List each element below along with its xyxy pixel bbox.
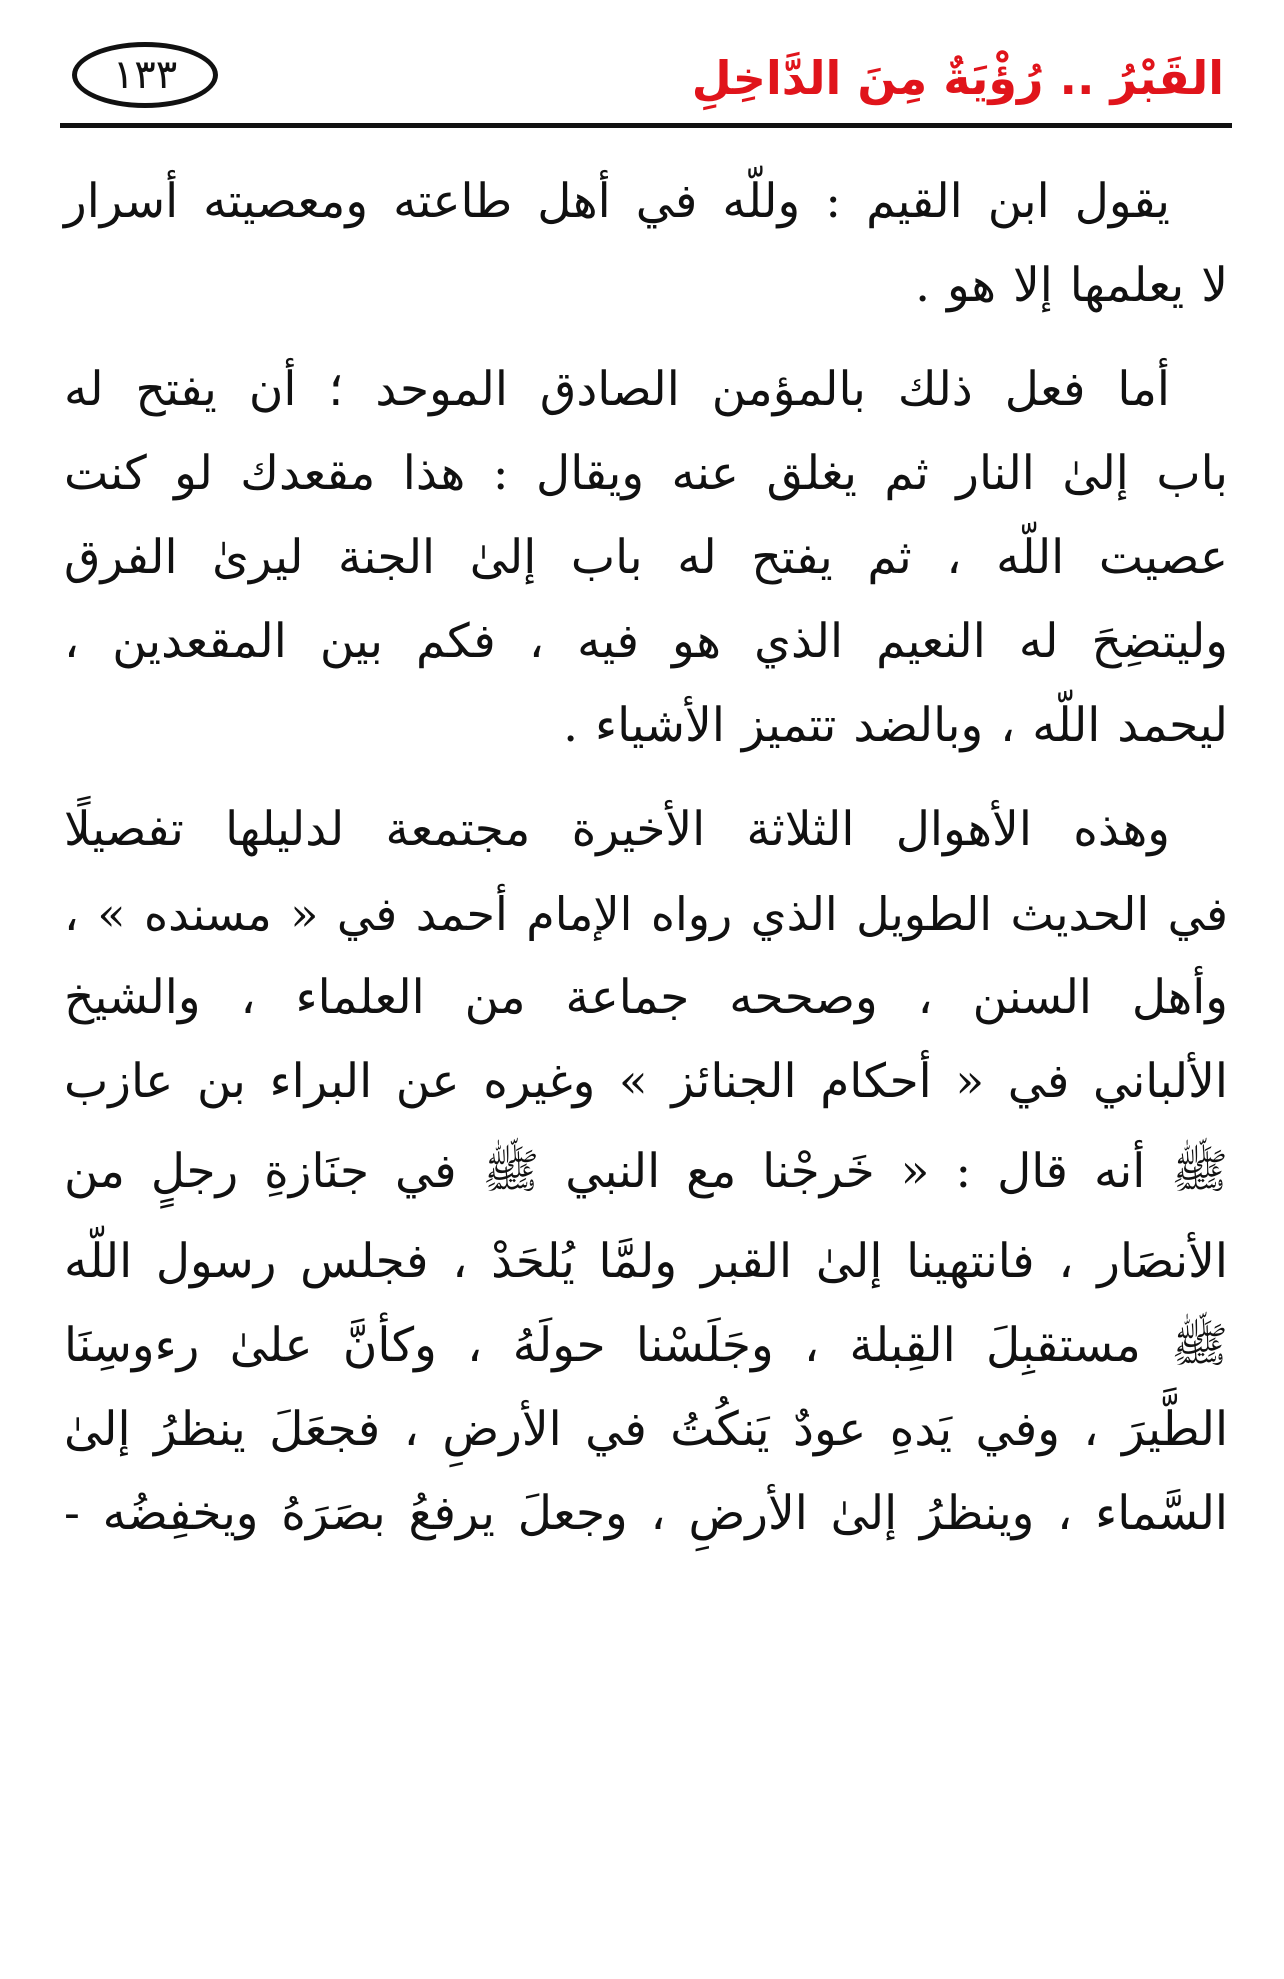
text-line: ﷺ أنه قال : « خَرجْنا مع النبي ﷺ في جنَازةِ رجلٍ من	[64, 1144, 1228, 1199]
text-line: باب إلىٰ النار ثم يغلق عنه ويقال : هذا مقعدك لو كنت	[64, 446, 1228, 501]
text-line: وأهل السنن ، وصححه جماعة من العلماء ، والشيخ	[64, 970, 1228, 1025]
body-text	[64, 160, 1228, 1576]
text-line: يقول ابن القيم : وللّه في أهل طاعته ومعصيته أسرار	[64, 174, 1170, 229]
text-line: وليتضِحَ له النعيم الذي هو فيه ، فكم بين المقعدين ،	[64, 614, 1228, 669]
text-line: ليحمد اللّه ، وبالضد تتميز الأشياء .	[563, 698, 1228, 753]
page-number-badge: ١٣٣	[72, 42, 218, 108]
page-header	[60, 30, 1232, 122]
paragraph-ibn-qayyim	[64, 160, 1228, 328]
text-line: عصيت اللّه ، ثم يفتح له باب إلىٰ الجنة ليرىٰ الفرق	[64, 530, 1228, 585]
text-line: السَّماء ، وينظرُ إلىٰ الأرضِ ، وجعلَ يرفعُ بصَرَهُ ويخفِضُه -	[64, 1486, 1228, 1541]
paragraph-hadith	[64, 788, 1228, 1556]
running-title: القَبْرُ .. رُؤْيَةٌ مِنَ الدَّاخِلِ	[691, 51, 1224, 105]
text-line: أما فعل ذلك بالمؤمن الصادق الموحد ؛ أن يفتح له	[64, 362, 1170, 417]
text-line: ﷺ مستقبِلَ القِبلة ، وجَلَسْنا حولَهُ ، وكأنَّ علىٰ رءوسِنَا	[64, 1318, 1228, 1373]
header-rule	[60, 123, 1232, 128]
text-line: الألباني في « أحكام الجنائز » وغيره عن البراء بن عازب	[64, 1054, 1228, 1109]
text-line: الطَّيرَ ، وفي يَدهِ عودٌ يَنكُتُ في الأرضِ ، فجعَلَ ينظرُ إلىٰ	[64, 1402, 1228, 1457]
text-line: في الحديث الطويل الذي رواه الإمام أحمد في « مسنده » ،	[64, 887, 1228, 941]
text-line: الأنصَار ، فانتهينا إلىٰ القبر ولمَّا يُلحَدْ ، فجلس رسول اللّه	[64, 1234, 1228, 1289]
paragraph-believer	[64, 348, 1228, 768]
text-line: لا يعلمها إلا هو .	[915, 258, 1228, 313]
text-line: وهذه الأهوال الثلاثة الأخيرة مجتمعة لدليلها تفصيلًا	[64, 802, 1170, 857]
